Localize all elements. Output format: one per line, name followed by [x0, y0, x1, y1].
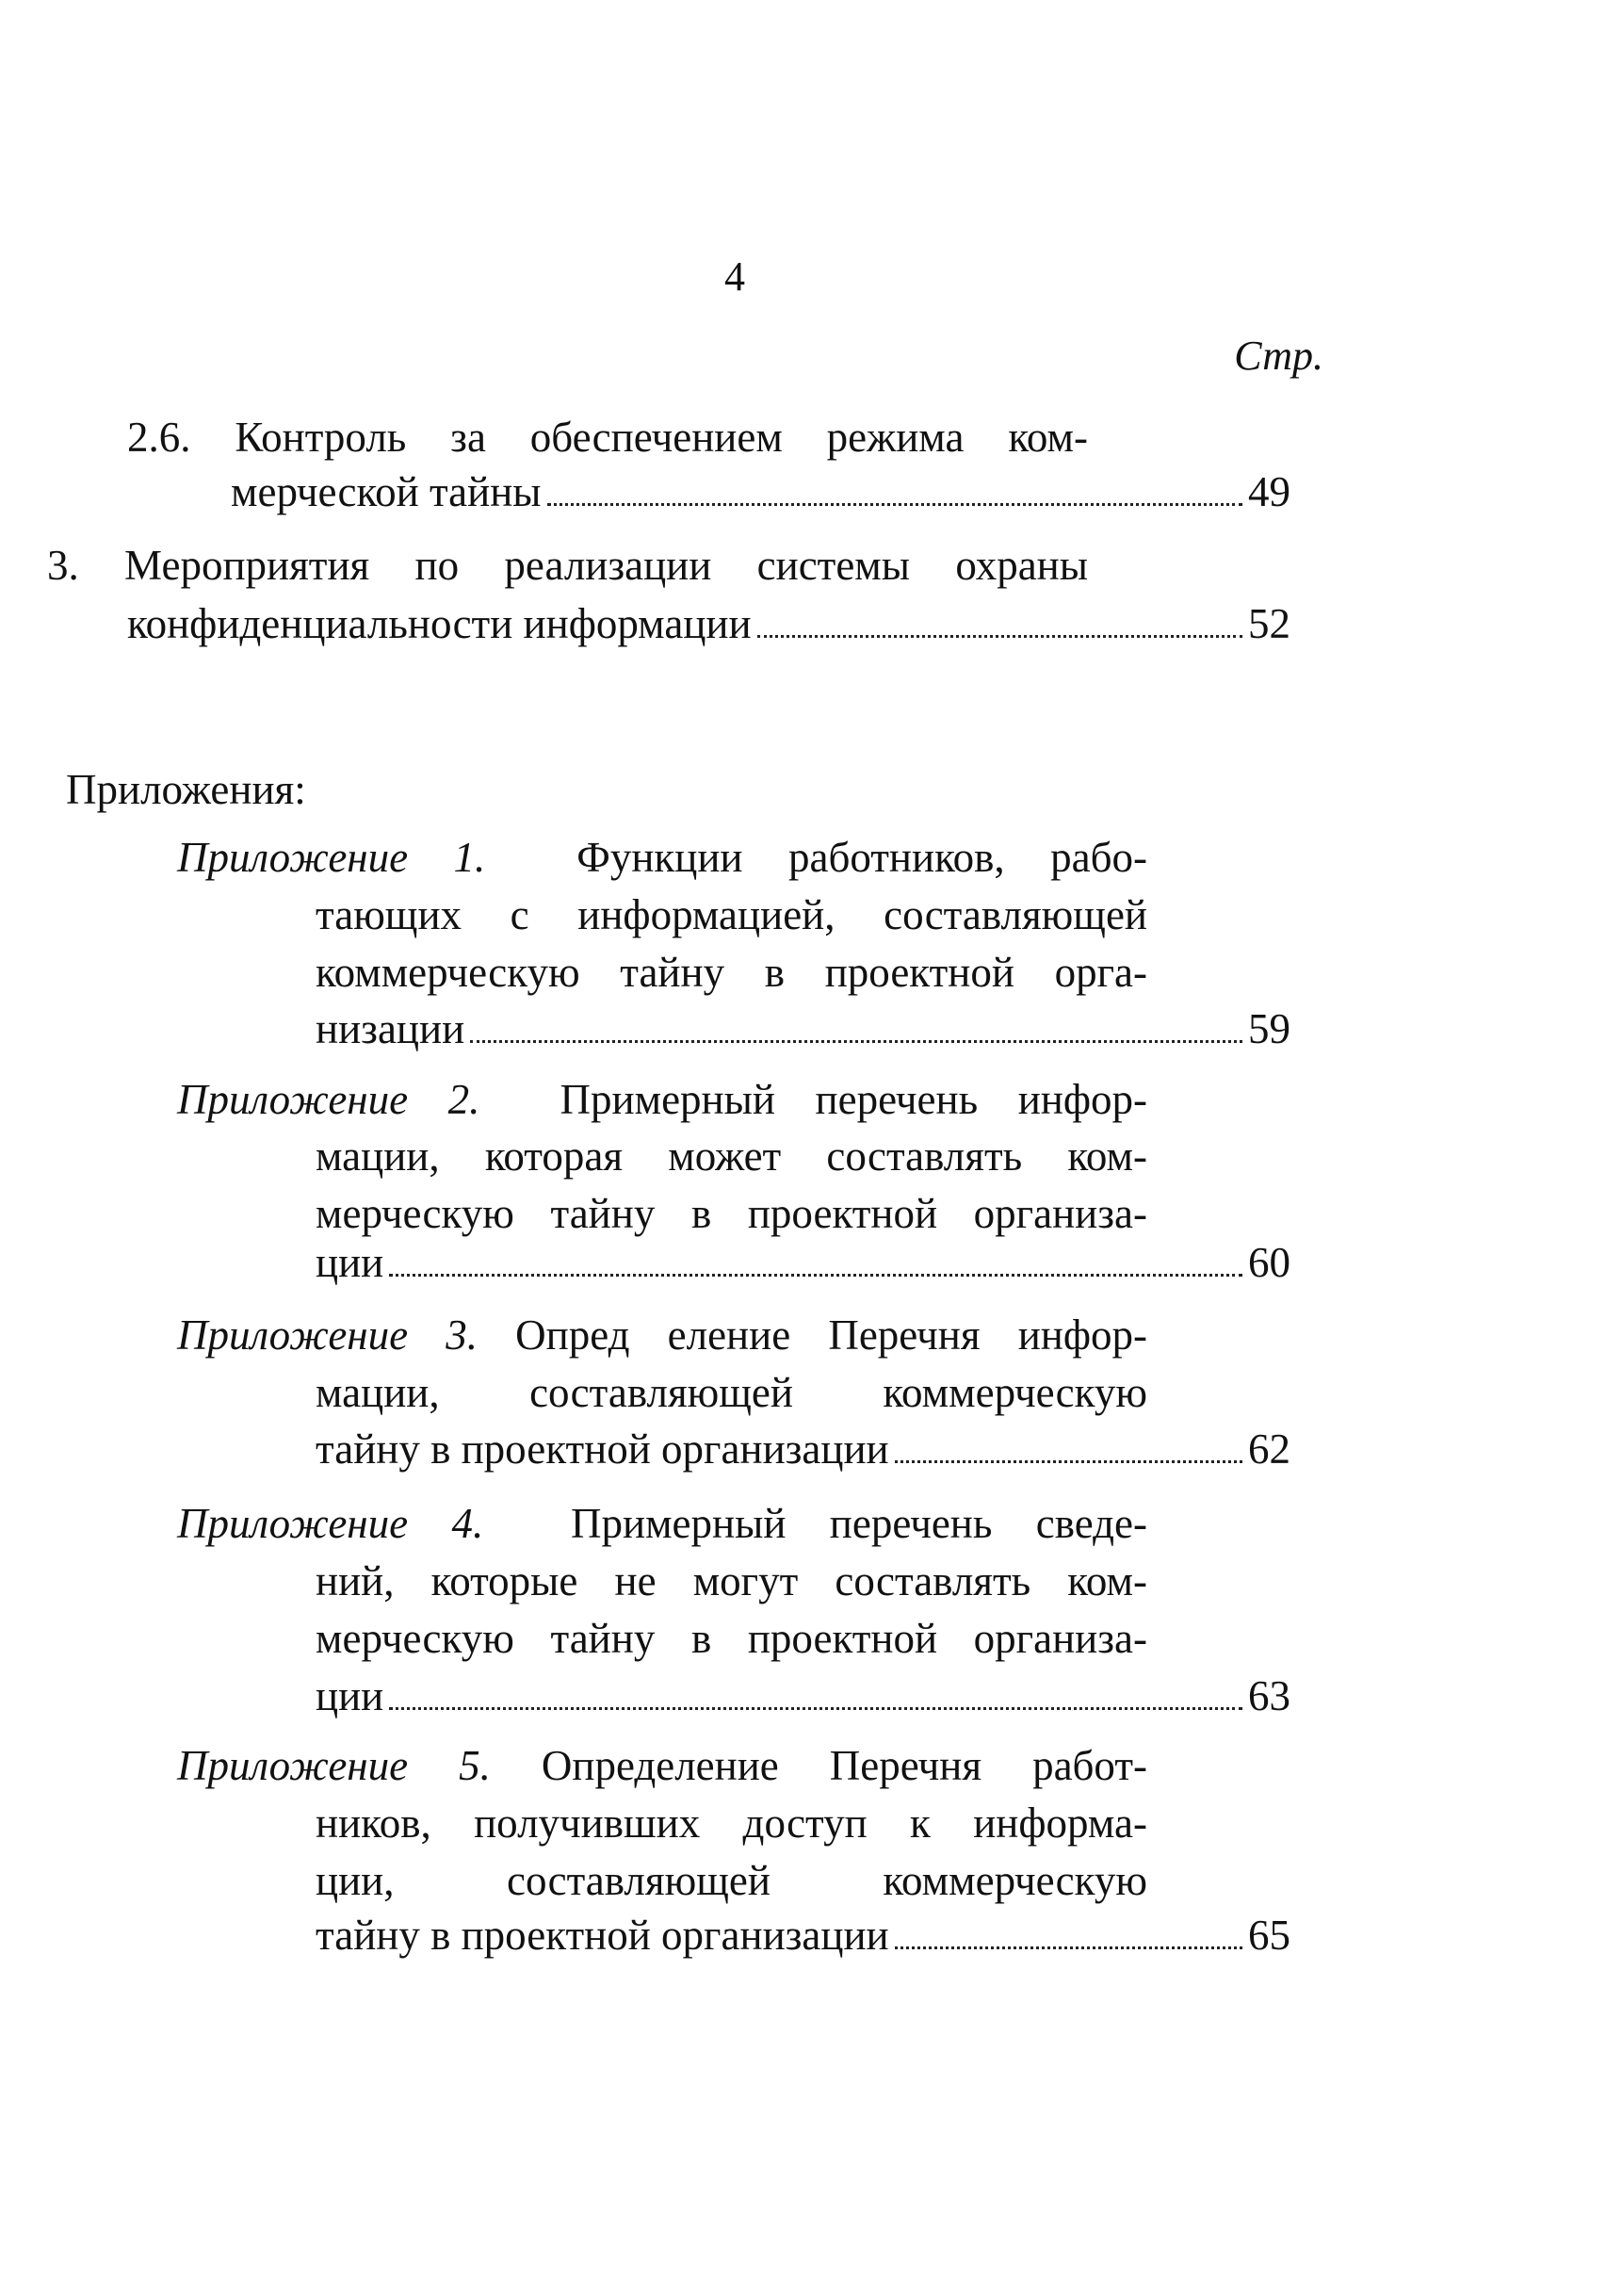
toc-entry-line: низации — [316, 1005, 465, 1052]
toc-entry-last-line — [316, 1914, 1290, 1957]
page-number: 4 — [724, 253, 745, 300]
toc-entry-last-line — [316, 1672, 1290, 1719]
appendices-heading: Приложения: — [66, 766, 306, 813]
toc-entry-last-line — [231, 468, 1290, 515]
toc-page-number: 52 — [1248, 600, 1290, 647]
dot-leader — [389, 1707, 1242, 1710]
toc-entry-line: мерческой тайны — [231, 468, 542, 515]
toc-entry-line: конфиденциальности информации — [127, 600, 752, 647]
toc-entry-line: мерческую тайну в проектной организа- — [316, 1190, 1147, 1237]
toc-entry-line: мации, составляющей коммерческую — [316, 1369, 1147, 1416]
toc-entry-line: ции — [316, 1672, 384, 1719]
toc-entry-line: ников, получивших доступ к информа- — [316, 1799, 1147, 1847]
toc-entry-last-line — [127, 600, 1290, 647]
dot-leader — [470, 1040, 1242, 1043]
appendix-title-start: Определение Перечня работ- — [541, 1742, 1147, 1789]
appendix-title-start: Опред еление Перечня инфор- — [515, 1311, 1148, 1359]
toc-entry-line: ции, составляющей коммерческую — [316, 1857, 1147, 1904]
dot-leader — [757, 635, 1242, 638]
toc-entry-line: 3. Мероприятия по реализации системы охраны — [47, 542, 1088, 589]
appendix-label: Приложение 5. — [177, 1742, 491, 1789]
toc-entry-line: 2.6. Контроль за обеспечением режима ком- — [127, 414, 1088, 461]
toc-entry-last-line — [316, 1005, 1290, 1052]
toc-page-number: 59 — [1248, 1005, 1290, 1052]
appendix-title-start: Функции работников, рабо- — [576, 834, 1147, 881]
toc-entry-line — [177, 1500, 1147, 1547]
toc-entry-line: ний, которые не могут составлять ком- — [316, 1557, 1147, 1604]
toc-entry-line: тайну в проектной организации — [316, 1912, 889, 1959]
toc-entry-line — [177, 1742, 1147, 1789]
appendix-label: Приложение 1. — [177, 834, 486, 881]
toc-page-number: 63 — [1248, 1672, 1290, 1719]
toc-entry-last-line — [316, 1239, 1290, 1286]
toc-entry-line — [177, 1076, 1148, 1123]
toc-entry-line — [177, 834, 1147, 881]
toc-page-number: 65 — [1248, 1912, 1290, 1959]
dot-leader — [895, 1946, 1242, 1949]
toc-page-number: 60 — [1248, 1239, 1290, 1286]
appendix-label: Приложение 2. — [177, 1076, 480, 1123]
toc-entry-line: коммерческую тайну в проектной орга- — [316, 949, 1147, 996]
toc-entry-line: тающих с информацией, составляющей — [316, 891, 1147, 938]
toc-page-number: 49 — [1248, 468, 1290, 515]
appendix-title-start: Примерный перечень инфор- — [560, 1076, 1148, 1123]
dot-leader — [895, 1460, 1242, 1463]
toc-entry-line: мации, которая может составлять ком- — [316, 1132, 1147, 1180]
appendix-title-start: Примерный перечень сведе- — [570, 1500, 1147, 1547]
toc-entry-line — [177, 1311, 1148, 1359]
toc-entry-line: мерческую тайну в проектной организа- — [316, 1615, 1147, 1662]
page-column-label: Стр. — [1234, 333, 1323, 379]
appendix-label: Приложение 4. — [177, 1500, 484, 1547]
toc-entry-last-line — [316, 1425, 1290, 1473]
toc-entry-line: тайну в проектной организации — [316, 1425, 889, 1473]
appendix-label: Приложение 3. — [177, 1311, 478, 1359]
toc-entry-line: ции — [316, 1239, 384, 1286]
dot-leader — [389, 1274, 1242, 1277]
toc-page-number: 62 — [1248, 1425, 1290, 1473]
dot-leader — [547, 503, 1242, 506]
